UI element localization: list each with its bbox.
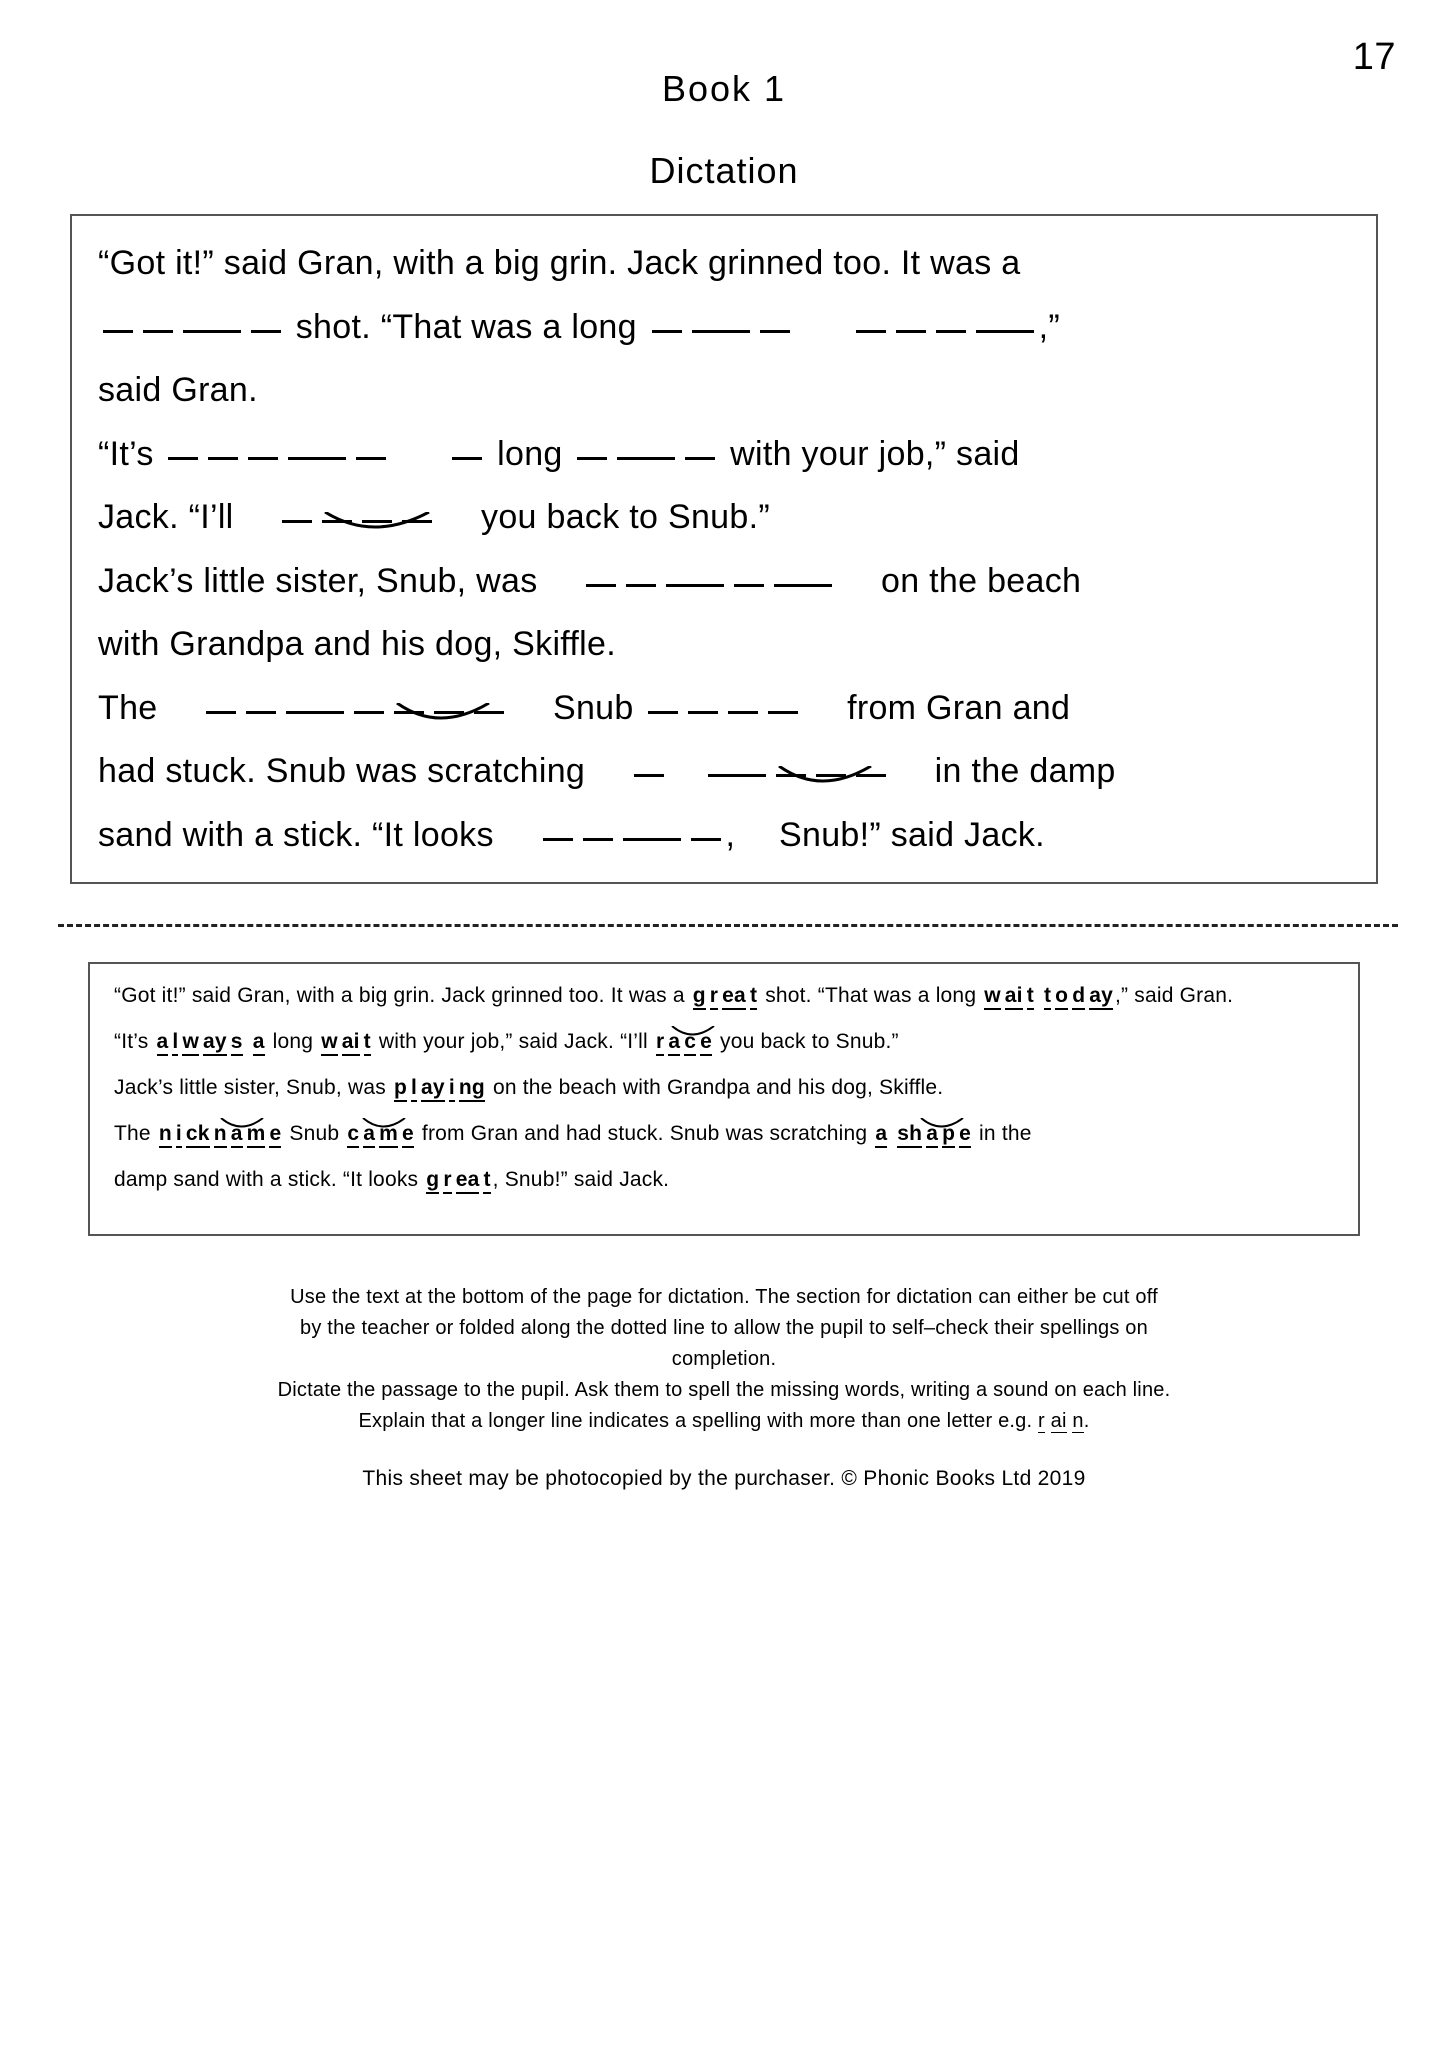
grapheme: l: [411, 1076, 417, 1102]
book-title: Book 1: [661, 68, 787, 109]
answer-text: in the: [979, 1122, 1032, 1145]
blank-line[interactable]: [691, 820, 721, 841]
grapheme: r: [710, 984, 718, 1010]
footer-instruction-block-2: [0, 1375, 1448, 1437]
dictation-text: shot. “That was a long: [295, 307, 637, 346]
grapheme: ai: [342, 1030, 360, 1056]
split-digraph-group: [157, 1116, 284, 1152]
blank-line[interactable]: [246, 693, 276, 714]
grapheme: p: [942, 1122, 955, 1148]
grapheme: ai: [1005, 984, 1023, 1010]
footer-text: .: [1083, 1410, 1090, 1432]
blank-line[interactable]: [760, 312, 790, 333]
grapheme: s: [231, 1030, 243, 1056]
split-digraph-group: [654, 1024, 714, 1060]
blank-line[interactable]: [248, 439, 278, 460]
dictation-text: long: [497, 434, 563, 473]
blank-line[interactable]: [577, 439, 607, 460]
blank-line[interactable]: [251, 312, 281, 333]
answer-paragraph: [114, 1116, 1334, 1152]
dictation-text: with Grandpa and his dog, Skiffle.: [98, 625, 616, 663]
dictation-text: “Got it!” said Gran, with a big grin. Jack grinned too. It was a: [98, 244, 1021, 282]
dictation-text: ,: [725, 815, 736, 854]
grapheme: n: [214, 1122, 227, 1148]
grapheme: a: [668, 1030, 680, 1056]
dictation-text: in the damp: [934, 752, 1116, 790]
dictation-line: [98, 804, 1350, 868]
blank-line[interactable]: [586, 566, 616, 587]
grapheme: e: [402, 1122, 414, 1148]
split-digraph-group: [771, 740, 891, 804]
grapheme: c: [684, 1030, 696, 1056]
blank-line[interactable]: [288, 439, 346, 460]
blank-line[interactable]: [282, 502, 312, 523]
grapheme: ay: [421, 1076, 445, 1102]
answer-text: shot. “That was a long: [765, 984, 977, 1007]
answer-paragraph: [114, 1070, 1334, 1106]
blank-line[interactable]: [774, 566, 832, 587]
blank-line[interactable]: [856, 312, 886, 333]
dictation-line: [98, 677, 1350, 741]
split-digraph-group: [389, 677, 509, 741]
dictation-text: Jack. “I’ll: [98, 498, 234, 536]
grapheme: ai: [1050, 1410, 1067, 1432]
split-digraph-group: [277, 486, 437, 550]
dictation-text: Snub!” said Jack.: [779, 815, 1045, 854]
dictation-line: [98, 296, 1350, 360]
blank-line[interactable]: [692, 312, 750, 333]
grapheme: ck: [186, 1122, 210, 1148]
grapheme: e: [269, 1122, 281, 1148]
blank-line[interactable]: [322, 502, 352, 523]
blank-line[interactable]: [474, 693, 504, 714]
dictation-line: [98, 232, 1350, 296]
answer-text: on the beach with Grandpa and his dog, Skiffle.: [492, 1076, 944, 1099]
blank-line[interactable]: [183, 312, 241, 333]
blank-line[interactable]: [543, 820, 573, 841]
blank-line[interactable]: [768, 693, 798, 714]
grapheme: t: [483, 1168, 490, 1194]
grapheme: c: [347, 1122, 359, 1148]
blank-line[interactable]: [626, 566, 656, 587]
blank-line[interactable]: [688, 693, 718, 714]
grapheme: g: [426, 1168, 439, 1194]
blank-line[interactable]: [623, 820, 681, 841]
blank-line[interactable]: [452, 439, 482, 460]
grapheme: p: [394, 1076, 407, 1102]
grapheme: r: [443, 1168, 451, 1194]
grapheme: t: [750, 984, 757, 1010]
grapheme: sh: [897, 1122, 922, 1148]
answer-text: , Snub!” said Jack.: [492, 1168, 670, 1191]
answer-text: long: [272, 1030, 314, 1053]
grapheme: ng: [459, 1076, 485, 1102]
footer-instructions: [0, 1282, 1448, 1491]
blank-line[interactable]: [394, 693, 424, 714]
blank-line[interactable]: [685, 439, 715, 460]
grapheme: a: [157, 1030, 169, 1056]
grapheme: g: [693, 984, 706, 1010]
blank-line[interactable]: [362, 502, 392, 523]
footer-instruction-block-1: [0, 1282, 1448, 1375]
grapheme: l: [172, 1030, 178, 1056]
grapheme: t: [1027, 984, 1034, 1010]
blank-line[interactable]: [143, 312, 173, 333]
blank-line[interactable]: [652, 312, 682, 333]
dictation-text: “It’s: [98, 434, 154, 473]
dictation-text: said Gran.: [98, 371, 258, 409]
grapheme: e: [700, 1030, 712, 1056]
footer-line: by the teacher or folded along the dotted line to allow the pupil to self–check their spellings on: [300, 1317, 1148, 1339]
footer-line: completion.: [671, 1348, 777, 1370]
grapheme: a: [875, 1122, 887, 1148]
dictation-line: [98, 550, 1350, 614]
blank-line[interactable]: [617, 439, 675, 460]
footer-line: Dictate the passage to the pupil. Ask them to spell the missing words, writing a sound on each line.: [277, 1379, 1171, 1401]
dictation-line: [98, 740, 1350, 804]
page-number: 17: [1352, 36, 1396, 78]
answer-paragraph: [114, 1024, 1334, 1060]
dictation-text: from Gran and: [847, 688, 1071, 727]
grapheme: e: [959, 1122, 971, 1148]
grapheme: o: [1055, 984, 1068, 1010]
grapheme: t: [1044, 984, 1051, 1010]
grapheme: t: [364, 1030, 371, 1056]
dictation-text: Jack’s little sister, Snub, was: [98, 561, 538, 600]
blank-line[interactable]: [734, 566, 764, 587]
answer-text: damp sand with a stick. “It looks: [114, 1168, 419, 1191]
answer-key-box: [88, 962, 1360, 1236]
dictation-text: ,”: [1038, 307, 1060, 346]
grapheme: r: [656, 1030, 664, 1056]
blank-line[interactable]: [356, 439, 386, 460]
copyright-line: This sheet may be photocopied by the purchaser. © Phonic Books Ltd 2019: [362, 1467, 1086, 1490]
dictation-line: [98, 613, 1350, 677]
blank-line[interactable]: [168, 439, 198, 460]
answer-text: you back to Snub.”: [720, 1030, 899, 1053]
grapheme: a: [231, 1122, 243, 1148]
answer-paragraph: [114, 1162, 1334, 1198]
split-digraph-group: [895, 1116, 973, 1152]
blank-line[interactable]: [708, 756, 766, 777]
split-digraph-group: [345, 1116, 416, 1152]
footer-line: Use the text at the bottom of the page for dictation. The section for dictation can either be cut off: [290, 1286, 1158, 1308]
answer-text: with your job,” said Jack. “I’ll: [378, 1030, 648, 1053]
blank-line[interactable]: [206, 693, 236, 714]
grapheme: n: [1072, 1410, 1084, 1432]
answer-text: “Got it!” said Gran, with a big grin. Jack grinned too. It was a: [114, 984, 685, 1007]
grapheme: ay: [203, 1030, 227, 1056]
blank-line[interactable]: [856, 756, 886, 777]
blank-line[interactable]: [936, 312, 966, 333]
dictation-exercise-box: [70, 214, 1378, 884]
dictation-line: [98, 359, 1350, 423]
dictation-text: The: [98, 688, 158, 727]
grapheme: a: [363, 1122, 375, 1148]
grapheme: i: [176, 1122, 182, 1148]
grapheme: a: [926, 1122, 938, 1148]
section-title: Dictation: [649, 150, 799, 191]
dictation-line: [98, 423, 1350, 487]
answer-text: from Gran and had stuck. Snub was scratching: [421, 1122, 868, 1145]
dictation-text: on the beach: [881, 561, 1082, 600]
grapheme: m: [247, 1122, 266, 1148]
blank-line[interactable]: [648, 693, 678, 714]
blank-line[interactable]: [434, 693, 464, 714]
answer-text: Snub: [289, 1122, 340, 1145]
answer-text: Jack’s little sister, Snub, was: [114, 1076, 386, 1099]
grapheme: m: [379, 1122, 398, 1148]
dictation-text: with your job,” said: [730, 434, 1020, 473]
dictation-line: [98, 486, 1350, 550]
footer-text: Explain that a longer line indicates a spelling with more than one letter e.g.: [358, 1410, 1033, 1432]
dictation-text: Snub: [553, 688, 634, 727]
blank-line[interactable]: [728, 693, 758, 714]
blank-line[interactable]: [286, 693, 344, 714]
blank-line[interactable]: [103, 312, 133, 333]
footer-line: [0, 1406, 1448, 1437]
grapheme: w: [984, 984, 1001, 1010]
blank-line[interactable]: [816, 756, 846, 777]
answer-text: ,” said Gran.: [1115, 984, 1234, 1007]
grapheme: ea: [722, 984, 746, 1010]
blank-line[interactable]: [354, 693, 384, 714]
dictation-text: had stuck. Snub was scratching: [98, 752, 586, 790]
grapheme: r: [1038, 1410, 1045, 1432]
blank-line[interactable]: [634, 756, 664, 777]
blank-line[interactable]: [402, 502, 432, 523]
blank-line[interactable]: [896, 312, 926, 333]
blank-line[interactable]: [666, 566, 724, 587]
answer-text: “It’s: [114, 1030, 149, 1053]
blank-line[interactable]: [208, 439, 238, 460]
grapheme: i: [449, 1076, 455, 1102]
answer-text: The: [114, 1122, 151, 1145]
answer-paragraph: [114, 978, 1334, 1014]
blank-line[interactable]: [583, 820, 613, 841]
dictation-text: you back to Snub.”: [481, 498, 770, 536]
blank-line[interactable]: [776, 756, 806, 777]
fold-cut-dotted-line: [58, 924, 1398, 927]
grapheme: ea: [456, 1168, 480, 1194]
grapheme: d: [1072, 984, 1085, 1010]
blank-line[interactable]: [976, 312, 1034, 333]
dictation-text: sand with a stick. “It looks: [98, 815, 494, 854]
grapheme: w: [182, 1030, 199, 1056]
grapheme: ay: [1089, 984, 1113, 1010]
grapheme: n: [159, 1122, 172, 1148]
grapheme: a: [253, 1030, 265, 1056]
grapheme: w: [321, 1030, 338, 1056]
